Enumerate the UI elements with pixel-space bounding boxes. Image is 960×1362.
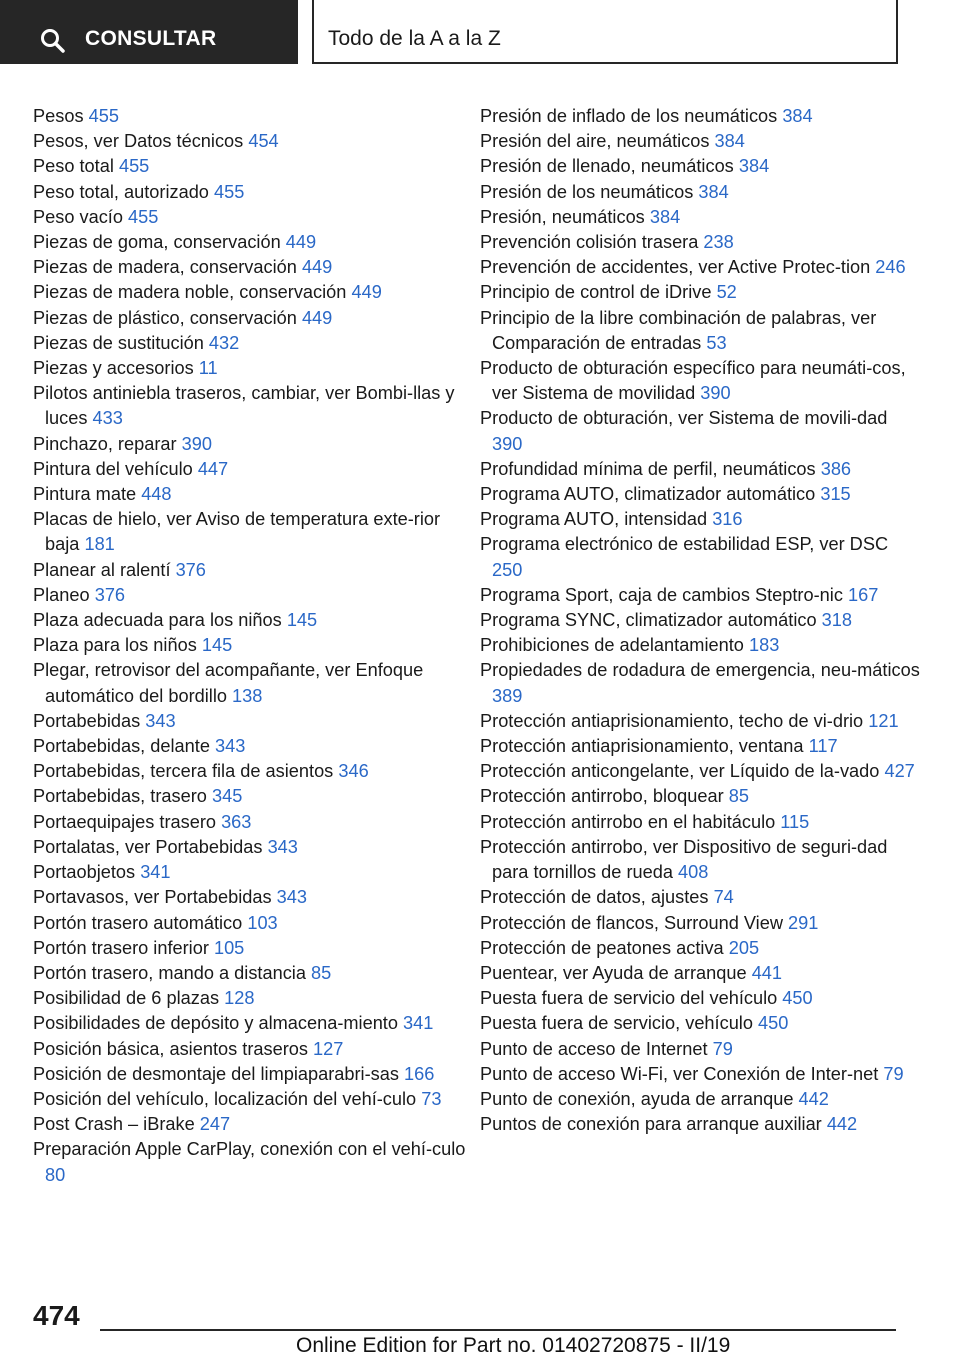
index-entry bbox=[480, 810, 920, 835]
index-entry-text: Presión de inflado de los neumáticos bbox=[480, 106, 778, 126]
index-entry-text: Portabebidas, tercera fila de asientos bbox=[33, 761, 334, 782]
index-entry bbox=[33, 1011, 473, 1036]
index-entry bbox=[33, 230, 473, 255]
index-entry-text: Preparación Apple CarPlay, conexión con el vehí-culo bbox=[33, 1139, 466, 1160]
page-reference-link[interactable]: 117 bbox=[808, 736, 838, 757]
index-entry bbox=[480, 961, 920, 986]
index-entry bbox=[33, 356, 473, 381]
index-entry bbox=[33, 154, 473, 179]
page-reference-link[interactable]: 363 bbox=[221, 811, 252, 832]
index-entry bbox=[480, 1037, 920, 1062]
index-entry bbox=[480, 482, 920, 507]
index-entry bbox=[480, 154, 920, 179]
index-entry-text: Producto de obturación específico para neumáti-cos, ver Sistema de movilidad bbox=[480, 358, 906, 404]
index-entry bbox=[480, 1112, 920, 1137]
index-entry bbox=[480, 583, 920, 608]
index-entry-text: Portón trasero inferior bbox=[33, 937, 209, 958]
index-entry-text: Pinchazo, reparar bbox=[33, 433, 177, 454]
index-entry-text: Protección antiaprisionamiento, ventana bbox=[480, 736, 804, 757]
page-reference-link[interactable]: 343 bbox=[145, 710, 176, 731]
index-entry bbox=[480, 230, 920, 255]
index-entry bbox=[33, 280, 473, 305]
az-index-tab[interactable] bbox=[312, 0, 898, 64]
index-entry bbox=[480, 633, 920, 658]
index-entry bbox=[33, 911, 473, 936]
index-entry bbox=[33, 255, 473, 280]
page-reference-link[interactable]: 145 bbox=[286, 610, 318, 631]
page-reference-link[interactable]: 316 bbox=[712, 509, 743, 530]
page-reference-link[interactable]: 315 bbox=[820, 484, 851, 505]
index-entry bbox=[480, 205, 920, 230]
index-entry-text: Posibilidad de 6 plazas bbox=[33, 988, 220, 1009]
index-entry-text: Propiedades de rodadura de emergencia, neu-máticos bbox=[480, 660, 920, 681]
index-entry-text: Placas de hielo, ver Aviso de temperatura exte-rior baja bbox=[33, 509, 441, 555]
index-entry bbox=[480, 658, 920, 708]
consult-tab[interactable] bbox=[0, 0, 298, 64]
index-entry bbox=[480, 759, 920, 784]
footer-divider bbox=[100, 1329, 896, 1331]
page-reference-link[interactable]: 181 bbox=[84, 534, 115, 555]
page-reference-link[interactable]: 85 bbox=[728, 786, 749, 807]
page-reference-link[interactable]: 345 bbox=[211, 786, 243, 807]
page-reference-link[interactable]: 79 bbox=[712, 1038, 733, 1059]
index-entry bbox=[480, 709, 920, 734]
index-entry-text: Peso vacío bbox=[33, 206, 123, 227]
index-entry bbox=[33, 1137, 473, 1187]
page-reference-link[interactable]: 449 bbox=[351, 282, 382, 303]
index-entry-text: Puesta fuera de servicio del vehículo bbox=[480, 988, 778, 1009]
page-reference-link[interactable]: 449 bbox=[301, 257, 333, 278]
index-entry-text: Presión de llenado, neumáticos bbox=[480, 156, 734, 177]
index-entry bbox=[33, 658, 473, 708]
index-entry-text: Portabebidas, delante bbox=[33, 736, 210, 757]
page-reference-link[interactable]: 454 bbox=[248, 131, 279, 152]
index-entry-text: Principio de control de iDrive bbox=[480, 282, 712, 303]
index-entry-text: Programa SYNC, climatizador automático bbox=[480, 610, 817, 631]
page-reference-link[interactable]: 450 bbox=[758, 1013, 789, 1034]
page-reference-link[interactable]: 205 bbox=[728, 937, 760, 958]
page-reference-link[interactable]: 166 bbox=[404, 1063, 435, 1084]
index-entry bbox=[33, 583, 473, 608]
index-entry bbox=[33, 1087, 473, 1112]
index-entry bbox=[33, 129, 473, 154]
index-entry bbox=[480, 104, 920, 129]
page-reference-link[interactable]: 341 bbox=[403, 1013, 434, 1034]
page-reference-link[interactable]: 128 bbox=[224, 988, 255, 1009]
index-entry bbox=[480, 835, 920, 885]
index-entry-text: Prevención colisión trasera bbox=[480, 232, 699, 253]
index-entry-text: Protección antiaprisionamiento, techo de vi-drio bbox=[480, 710, 864, 731]
index-entry-text: Peso total, autorizado bbox=[33, 181, 209, 202]
index-entry bbox=[33, 1112, 473, 1137]
page-reference-link[interactable]: 183 bbox=[748, 635, 780, 656]
index-entry-text: Prohibiciones de adelantamiento bbox=[480, 635, 744, 656]
index-entry bbox=[480, 936, 920, 961]
index-entry bbox=[480, 306, 920, 356]
index-entry bbox=[480, 180, 920, 205]
index-entry bbox=[33, 961, 473, 986]
page-reference-link[interactable]: 52 bbox=[716, 282, 737, 303]
index-entry-text: Pesos bbox=[33, 106, 84, 126]
page-reference-link[interactable]: 115 bbox=[780, 811, 810, 832]
index-entry-text: Portabebidas bbox=[33, 710, 141, 731]
page-reference-link[interactable]: 455 bbox=[118, 156, 150, 177]
page-reference-link[interactable]: 376 bbox=[175, 559, 206, 580]
index-entry bbox=[480, 1087, 920, 1112]
index-entry-text: Presión, neumáticos bbox=[480, 206, 645, 227]
index-entry-text: Presión del aire, neumáticos bbox=[480, 131, 710, 152]
index-entry-text: Punto de acceso de Internet bbox=[480, 1038, 708, 1059]
page-reference-link[interactable]: 441 bbox=[751, 962, 783, 983]
page-reference-link[interactable]: 343 bbox=[276, 887, 308, 908]
index-entry-text: Piezas de sustitución bbox=[33, 332, 204, 353]
index-entry-text: Protección de peatones activa bbox=[480, 937, 724, 958]
index-entry bbox=[480, 734, 920, 759]
index-entry-text: Piezas y accesorios bbox=[33, 358, 194, 379]
index-entry bbox=[33, 205, 473, 230]
index-entry bbox=[33, 482, 473, 507]
index-entry-text: Plaza adecuada para los niños bbox=[33, 610, 282, 631]
index-entry-text: Peso total bbox=[33, 156, 114, 177]
index-entry-text: Posición del vehículo, localización del vehí-culo bbox=[33, 1088, 417, 1109]
page-reference-link[interactable]: 390 bbox=[700, 383, 731, 404]
index-entry-text: Portalatas, ver Portabebidas bbox=[33, 836, 263, 857]
index-entry-text: Prevención de accidentes, ver Active Protec-tion bbox=[480, 257, 871, 278]
page-reference-link[interactable]: 408 bbox=[678, 862, 709, 883]
index-entry bbox=[33, 331, 473, 356]
index-entry bbox=[480, 255, 920, 280]
index-entry-text: Post Crash – iBrake bbox=[33, 1114, 195, 1135]
page-reference-link[interactable]: 74 bbox=[713, 887, 734, 908]
page-reference-link[interactable]: 449 bbox=[301, 307, 333, 328]
index-entry bbox=[33, 986, 473, 1011]
index-column-right bbox=[480, 104, 920, 1137]
page-reference-link[interactable]: 53 bbox=[706, 332, 727, 353]
page-reference-link[interactable]: 121 bbox=[868, 710, 899, 731]
index-entry-text: Protección antirrobo en el habitáculo bbox=[480, 811, 776, 832]
page-reference-link[interactable]: 103 bbox=[247, 912, 278, 933]
page-reference-link[interactable]: 167 bbox=[847, 584, 879, 605]
index-entry-text: Piezas de goma, conservación bbox=[33, 232, 281, 253]
index-entry bbox=[480, 1011, 920, 1036]
page-reference-link[interactable]: 386 bbox=[820, 458, 852, 479]
index-entry bbox=[480, 507, 920, 532]
top-navigation bbox=[0, 0, 960, 66]
index-entry bbox=[33, 180, 473, 205]
index-entry bbox=[33, 381, 473, 431]
index-entry bbox=[480, 911, 920, 936]
page-reference-link[interactable]: 384 bbox=[698, 181, 729, 202]
index-entry-text: Pintura del vehículo bbox=[33, 458, 193, 479]
page-reference-link[interactable]: 384 bbox=[738, 156, 770, 177]
page-reference-link[interactable]: 318 bbox=[821, 610, 853, 631]
footer-edition-text: Online Edition for Part no. 01402720875 - II/19 bbox=[296, 1334, 731, 1357]
page-reference-link[interactable]: 246 bbox=[875, 257, 906, 278]
index-entry-text: Punto de conexión, ayuda de arranque bbox=[480, 1088, 794, 1109]
page-reference-link[interactable]: 376 bbox=[94, 584, 126, 605]
page-reference-link[interactable]: 79 bbox=[883, 1063, 904, 1084]
page-reference-link[interactable]: 346 bbox=[338, 761, 369, 782]
page-reference-link[interactable]: 127 bbox=[313, 1038, 344, 1059]
page-reference-link[interactable]: 432 bbox=[208, 332, 240, 353]
page-reference-link[interactable]: 343 bbox=[267, 836, 298, 857]
page-reference-link[interactable]: 291 bbox=[788, 912, 819, 933]
index-entry bbox=[480, 885, 920, 910]
index-entry bbox=[480, 986, 920, 1011]
index-entry bbox=[33, 306, 473, 331]
index-entry bbox=[480, 129, 920, 154]
page-reference-link[interactable]: 447 bbox=[197, 458, 229, 479]
index-entry bbox=[33, 1037, 473, 1062]
index-entry bbox=[33, 759, 473, 784]
index-entry-text: Producto de obturación, ver Sistema de movili-dad bbox=[480, 408, 888, 429]
page-reference-link[interactable]: 384 bbox=[649, 206, 681, 227]
page-reference-link[interactable]: 455 bbox=[214, 181, 245, 202]
index-entry-text: Protección de datos, ajustes bbox=[480, 887, 709, 908]
index-entry bbox=[33, 835, 473, 860]
page-reference-link[interactable]: 73 bbox=[421, 1088, 442, 1109]
page-reference-link[interactable]: 384 bbox=[714, 131, 745, 152]
index-entry bbox=[480, 280, 920, 305]
page-reference-link[interactable]: 427 bbox=[884, 761, 915, 782]
index-entry-text: Programa electrónico de estabilidad ESP, ver DSC bbox=[480, 534, 889, 555]
index-entry bbox=[33, 885, 473, 910]
index-entry-text: Portón trasero automático bbox=[33, 912, 243, 933]
page-reference-link[interactable]: 384 bbox=[782, 106, 813, 126]
index-entry-text: Posibilidades de depósito y almacena-miento bbox=[33, 1013, 398, 1034]
index-entry bbox=[480, 608, 920, 633]
index-entry bbox=[33, 709, 473, 734]
index-entry bbox=[33, 1062, 473, 1087]
index-entry-text: Programa AUTO, intensidad bbox=[480, 509, 708, 530]
page-reference-link[interactable]: 448 bbox=[141, 484, 172, 505]
index-entry-text: Programa AUTO, climatizador automático bbox=[480, 484, 816, 505]
page-number: 474 bbox=[33, 1300, 80, 1331]
index-entry-text: Protección antirrobo, bloquear bbox=[480, 786, 724, 807]
index-entry-text: Pintura mate bbox=[33, 484, 137, 505]
index-entry-text: Posición básica, asientos traseros bbox=[33, 1038, 308, 1059]
index-entry bbox=[480, 784, 920, 809]
index-entry bbox=[33, 608, 473, 633]
index-entry-text: Punto de acceso Wi-Fi, ver Conexión de Inter-net bbox=[480, 1063, 879, 1084]
index-entry bbox=[480, 1062, 920, 1087]
index-entry bbox=[33, 457, 473, 482]
page-reference-link[interactable]: 455 bbox=[88, 106, 119, 126]
index-entry-text: Portaobjetos bbox=[33, 862, 136, 883]
index-entry-text: Planear al ralentí bbox=[33, 559, 171, 580]
index-entry-text: Protección antirrobo, ver Dispositivo de seguri-dad para tornillos de rueda bbox=[480, 836, 888, 883]
index-entry bbox=[480, 356, 920, 406]
index-entry-text: Piezas de madera, conservación bbox=[33, 257, 297, 278]
index-entry-text: Pesos, ver Datos técnicos bbox=[33, 131, 244, 152]
index-column-left bbox=[33, 104, 473, 1188]
index-entry-text: Puesta fuera de servicio, vehículo bbox=[480, 1013, 753, 1034]
consult-tab-label: CONSULTAR bbox=[85, 27, 217, 50]
page-reference-link[interactable]: 85 bbox=[311, 962, 332, 983]
index-entry bbox=[33, 810, 473, 835]
page-reference-link[interactable]: 247 bbox=[199, 1114, 231, 1135]
index-entry-text: Profundidad mínima de perfil, neumáticos bbox=[480, 458, 816, 479]
index-entry bbox=[33, 432, 473, 457]
index-entry bbox=[33, 784, 473, 809]
page-reference-link[interactable]: 433 bbox=[92, 408, 123, 429]
index-entry bbox=[33, 936, 473, 961]
index-entry bbox=[33, 104, 473, 129]
index-entry bbox=[33, 633, 473, 658]
page-reference-link[interactable]: 390 bbox=[181, 433, 212, 454]
page-reference-link[interactable]: 455 bbox=[128, 206, 159, 227]
index-entry-text: Puentear, ver Ayuda de arranque bbox=[480, 962, 747, 983]
index-entry-text: Portavasos, ver Portabebidas bbox=[33, 887, 272, 908]
index-entry bbox=[480, 532, 920, 582]
index-entry-text: Plegar, retrovisor del acompañante, ver Enfoque automático del bordillo bbox=[33, 660, 424, 706]
index-entry-text: Piezas de madera noble, conservación bbox=[33, 282, 347, 303]
page-reference-link[interactable]: 80 bbox=[45, 1164, 66, 1185]
index-entry-text: Pilotos antiniebla traseros, cambiar, ver Bombi-llas y luces bbox=[33, 383, 455, 429]
index-entry-text: Programa Sport, caja de cambios Steptro-nic bbox=[480, 584, 843, 605]
index-entry-text: Puntos de conexión para arranque auxiliar bbox=[480, 1114, 822, 1135]
search-icon bbox=[40, 28, 66, 54]
index-entry bbox=[33, 507, 473, 557]
index-entry-text: Piezas de plástico, conservación bbox=[33, 307, 297, 328]
index-entry-text: Portabebidas, trasero bbox=[33, 786, 207, 807]
page-reference-link[interactable]: 250 bbox=[492, 559, 523, 580]
index-entry bbox=[33, 860, 473, 885]
page-reference-link[interactable]: 450 bbox=[782, 988, 813, 1009]
index-entry-text: Protección anticongelante, ver Líquido de la-vado bbox=[480, 761, 880, 782]
page-reference-link[interactable]: 389 bbox=[492, 685, 523, 706]
page-reference-link[interactable]: 145 bbox=[201, 635, 233, 656]
page-reference-link[interactable]: 11 bbox=[198, 358, 218, 379]
page-reference-link[interactable]: 238 bbox=[703, 232, 734, 253]
az-index-tab-label: Todo de la A a la Z bbox=[328, 27, 501, 50]
page-reference-link[interactable]: 341 bbox=[140, 862, 171, 883]
page-reference-link[interactable]: 442 bbox=[826, 1114, 858, 1135]
page-reference-link[interactable]: 138 bbox=[232, 685, 263, 706]
page-reference-link[interactable]: 449 bbox=[285, 232, 317, 253]
index-entry bbox=[480, 457, 920, 482]
index-entry bbox=[33, 558, 473, 583]
index-entry-text: Portaequipajes trasero bbox=[33, 811, 216, 832]
index-entry-text: Planeo bbox=[33, 584, 90, 605]
index-entry-text: Portón trasero, mando a distancia bbox=[33, 962, 306, 983]
index-entry-text: Principio de la libre combinación de palabras, ver Comparación de entradas bbox=[480, 307, 877, 353]
page-reference-link[interactable]: 343 bbox=[215, 736, 246, 757]
index-entry bbox=[480, 406, 920, 456]
page-reference-link[interactable]: 105 bbox=[213, 937, 245, 958]
index-entry-text: Posición de desmontaje del limpiaparabri-sas bbox=[33, 1063, 399, 1084]
page-reference-link[interactable]: 442 bbox=[798, 1088, 829, 1109]
index-entry-text: Plaza para los niños bbox=[33, 635, 197, 656]
index-entry bbox=[33, 734, 473, 759]
index-entry-text: Presión de los neumáticos bbox=[480, 181, 694, 202]
index-entry-text: Protección de flancos, Surround View bbox=[480, 912, 783, 933]
page-reference-link[interactable]: 390 bbox=[492, 433, 523, 454]
